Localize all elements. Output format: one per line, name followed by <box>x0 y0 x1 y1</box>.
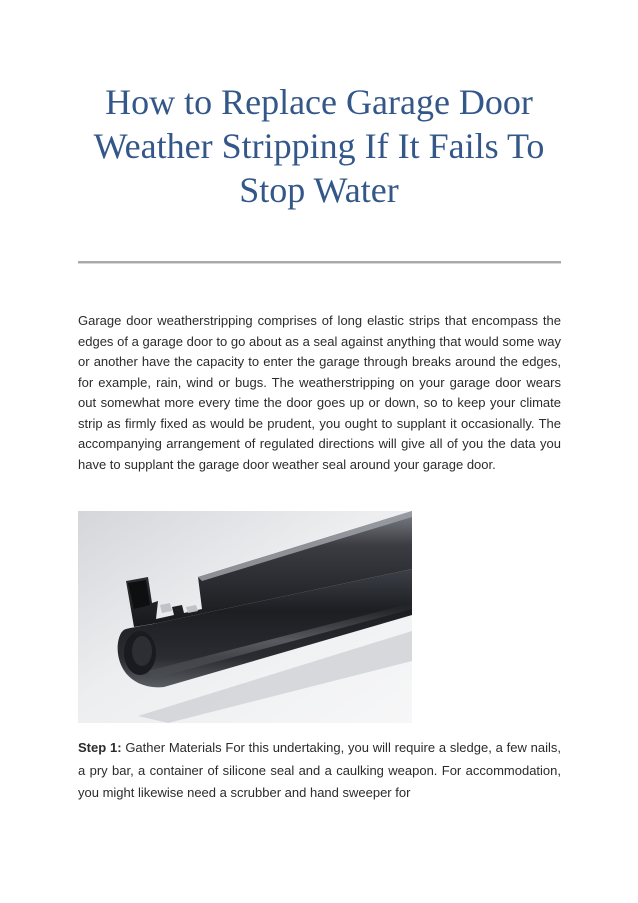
step-1-label: Step 1: <box>78 740 122 755</box>
step-1-text: Gather Materials For this undertaking, you will require a sledge, a few nails, a pry bar, a container of silicone seal and a caulking weapon. For accommodation, you might likewise need a scrubber and hand sweeper for <box>78 740 562 800</box>
intro-paragraph: Garage door weatherstripping comprises of long elastic strips that encompass the edges of a garage door to go about as a seal against anything that would some way or another have the capacity to enter the garage through breaks around the edges, for example, rain, wind or bugs. The weatherstripping on your garage door wears out somewhat more every time the door goes up or down, so to keep your climate strip as firmly fixed as would be prudent, you ought to supplant it occasionally. The accompanying arrangement of regulated directions will give all of you the data you have to supplant the garage door weather seal around your garage door. <box>78 313 561 472</box>
weather-seal-photo <box>78 511 412 723</box>
title-divider <box>78 261 561 264</box>
document-title: How to Replace Garage Door Weather Stripping If It Fails To Stop Water <box>93 82 545 210</box>
step-1-paragraph <box>78 737 561 805</box>
